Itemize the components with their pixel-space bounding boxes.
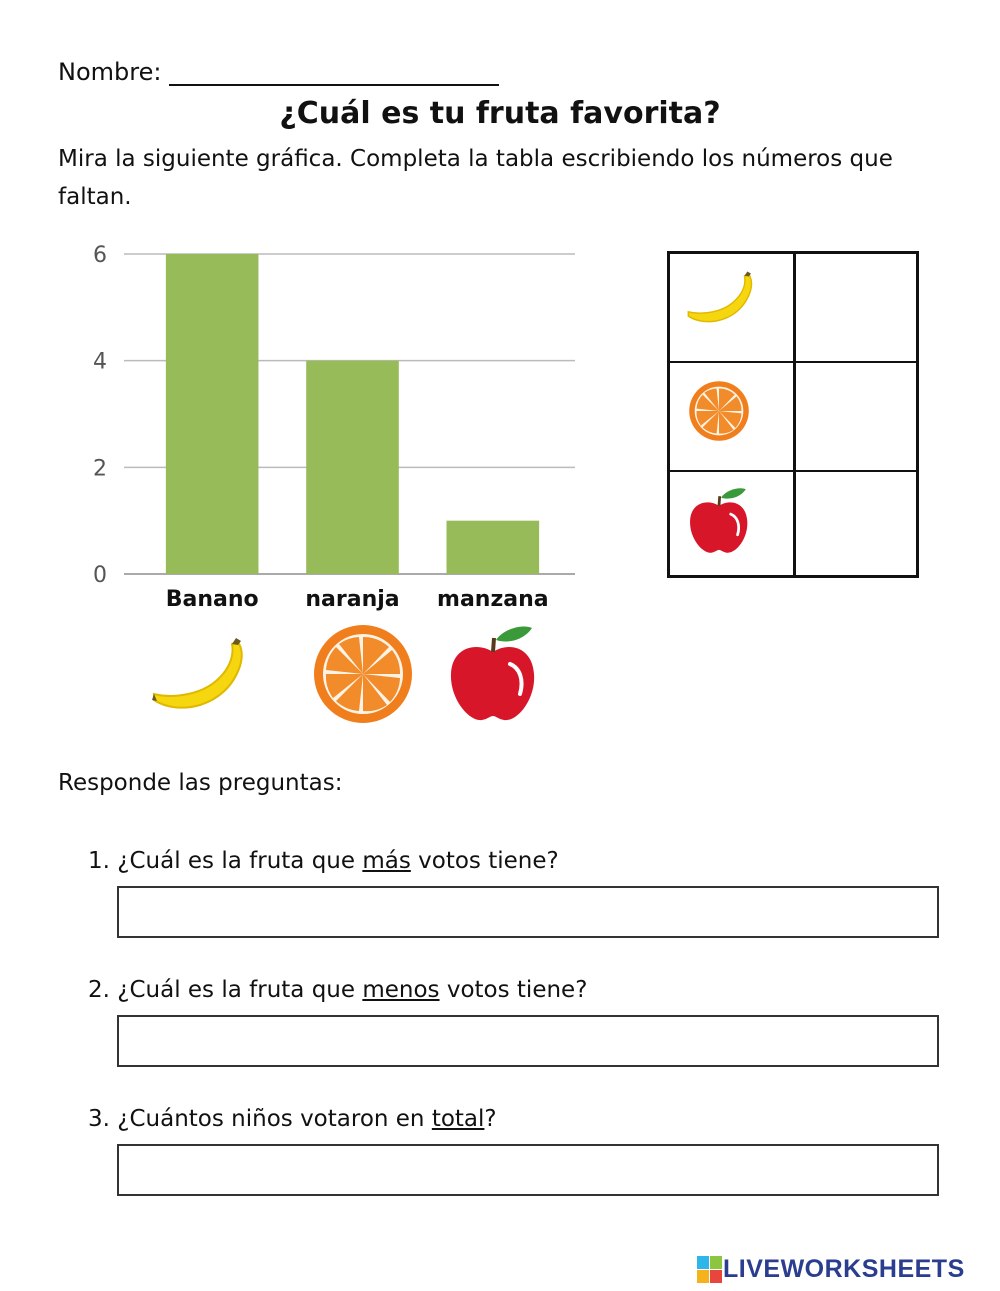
question-1 [88,848,559,874]
answer-input-2[interactable] [117,1015,939,1067]
page-title: ¿Cuál es tu fruta favorita? [279,96,721,131]
table-row-banana [670,254,916,363]
logo-text: LIVEWORKSHEETS [723,1255,965,1283]
question-text-start: ¿Cuál es la fruta que [117,848,363,874]
answer-input-3[interactable] [117,1144,939,1196]
apple-count-input[interactable] [798,476,912,577]
banana-count-input[interactable] [798,258,912,357]
table-row-orange [670,363,916,472]
orange-count-input[interactable] [798,367,912,466]
y-tick-label: 2 [93,456,107,482]
logo-badge-icon [697,1256,723,1284]
bar-banano [166,254,259,574]
orange-icon [312,622,414,726]
y-tick-label: 4 [93,349,107,375]
question-text-start: ¿Cuál es la fruta que [117,977,363,1003]
orange-icon [688,379,750,443]
question-number: 1. [88,848,110,874]
x-category-label: manzana [437,587,549,612]
question-text-end: votos tiene? [410,848,559,874]
answer-input-1[interactable] [117,886,939,938]
question-2 [88,977,587,1003]
apple-icon [448,624,538,724]
question-3 [88,1106,497,1132]
instructions: Mira la siguiente gráfica. Completa la tabla escribiendo los números que faltan. [58,146,893,210]
x-category-label: Banano [165,587,259,612]
table-row-apple [670,472,916,581]
question-text-end: votos tiene? [439,977,588,1003]
questions-heading: Responde las preguntas: [58,770,343,796]
liveworksheets-logo[interactable] [697,1255,965,1284]
bar-naranja [306,361,399,574]
question-text-end: ? [484,1106,497,1132]
question-emphasis: más [362,848,411,874]
name-input-line[interactable] [169,62,499,86]
question-text-start: ¿Cuántos niños votaron en [117,1106,432,1132]
fill-in-table [667,251,919,578]
banana-icon [148,636,248,722]
question-emphasis: menos [362,977,440,1003]
apple-icon [688,486,750,556]
name-field-row [58,58,499,86]
question-number: 3. [88,1106,110,1132]
name-label: Nombre: [58,58,162,86]
bar-manzana [447,521,540,574]
banana-icon [684,270,756,332]
y-tick-label: 0 [93,563,107,588]
fruit-bar-chart [70,232,590,622]
x-category-label: naranja [305,587,400,612]
question-emphasis: total [431,1106,485,1132]
y-tick-label: 6 [93,243,107,268]
question-number: 2. [88,977,110,1003]
